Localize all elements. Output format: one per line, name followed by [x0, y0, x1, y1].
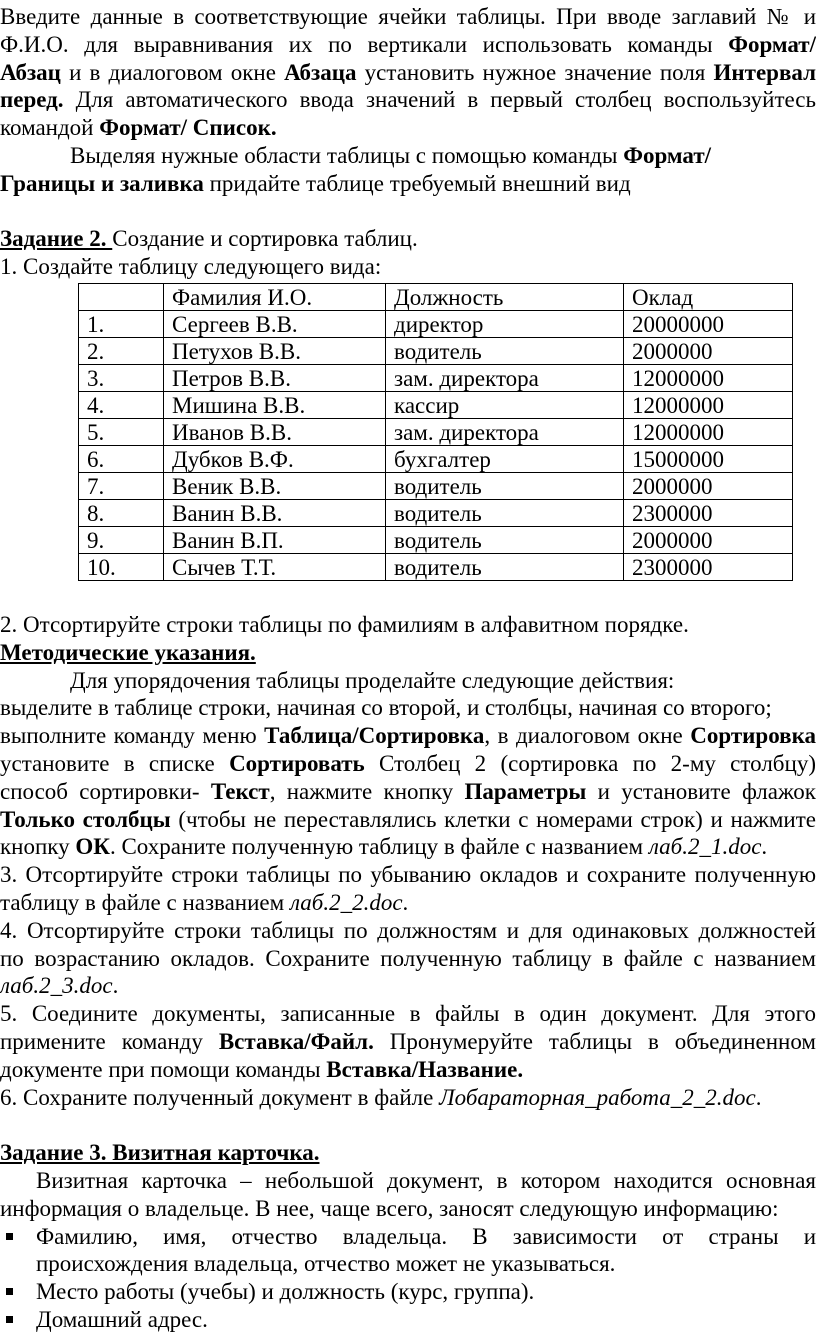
intro-para-2b: Границы и заливка придайте таблице требуемый внешний вид — [0, 170, 631, 196]
list-item-text: Домашний адрес. — [36, 1306, 208, 1332]
table-cell: водитель — [386, 472, 624, 499]
table-cell: 7. — [79, 472, 164, 499]
table-cell: Сергеев В.В. — [164, 310, 386, 337]
table-header-cell: Фамилия И.О. — [164, 283, 386, 310]
table-header-cell: Оклад — [624, 283, 793, 310]
table-cell: 2. — [79, 337, 164, 364]
intro-para-2: Выделяя нужные области таблицы с помощью команды Формат/ — [70, 142, 712, 168]
table-cell: Петров В.В. — [164, 364, 386, 391]
table-cell: зам. директора — [386, 418, 624, 445]
method-line-4: установите в списке Сортировать Столбец 2 (сортировка по 2-му столбцу) — [0, 750, 816, 776]
table-cell: водитель — [386, 526, 624, 553]
task3-para-line-2: информация о владельце. В нее, чаще всего, заносят следующую информацию: — [0, 1195, 779, 1221]
list-item — [0, 1278, 816, 1306]
table-cell: Петухов В.В. — [164, 337, 386, 364]
list-item-text: Место работы (учебы) и должность (курс, группа). — [36, 1279, 535, 1305]
table-cell: 12000000 — [624, 391, 793, 418]
table-row — [79, 337, 793, 364]
table-cell: директор — [386, 310, 624, 337]
step4-line-1: 4. Отсортируйте строки таблицы по должностям и для одинаковых должностей — [0, 917, 816, 943]
intro-line-2: Ф.И.О. для выравнивания их по вертикали использовать команды Формат/ — [0, 31, 816, 57]
table-row — [79, 364, 793, 391]
step4-line-2: по возрастанию окладов. Сохраните полученную таблицу в файле с названием — [0, 945, 816, 971]
table-row — [79, 310, 793, 337]
employee-table — [78, 283, 793, 581]
table-cell: 2300000 — [624, 499, 793, 526]
table-cell: 20000000 — [624, 310, 793, 337]
table-cell: водитель — [386, 499, 624, 526]
table-row — [79, 472, 793, 499]
intro-line-1: Введите данные в соответствующие ячейки таблицы. При вводе заглавий № и — [0, 4, 816, 29]
method-line-7: кнопку ОК. Сохраните полученную таблицу в файле с названием лаб.2_1.doc. — [0, 834, 768, 860]
step5-line-3: документе при помощи команды Вставка/Название. — [0, 1056, 524, 1082]
table-cell: 10. — [79, 553, 164, 580]
table-row — [79, 526, 793, 553]
task2-step2: 2. Отсортируйте строки таблицы по фамилиям в алфавитном порядке. — [0, 611, 689, 637]
method-line-6: Только столбцы (чтобы не переставлялись клетки с номерами строк) и нажмите — [0, 806, 816, 832]
table-row — [79, 391, 793, 418]
method-line-5: способ сортировки- Текст, нажмите кнопку Параметры и установите флажок — [0, 778, 816, 804]
list-item — [0, 1306, 816, 1334]
table-header-row — [79, 283, 793, 310]
bullet-square-icon — [6, 1288, 13, 1295]
task3-heading: Задание 3. Визитная карточка. — [0, 1140, 320, 1166]
table-cell: Дубков В.Ф. — [164, 445, 386, 472]
list-item-text: Фамилию, имя, отчество владельца. В зависимости от страны и — [36, 1223, 816, 1249]
table-cell: 2000000 — [624, 526, 793, 553]
method-line-2: выделите в таблице строки, начиная со второй, и столбцы, начиная со второго; — [0, 695, 772, 721]
table-cell: водитель — [386, 337, 624, 364]
table-row — [79, 418, 793, 445]
table-header-cell — [79, 283, 164, 310]
task2-step1: 1. Создайте таблицу следующего вида: — [0, 254, 382, 280]
intro-line-5: командой Формат/ Список. — [0, 115, 277, 141]
table-cell: 6. — [79, 445, 164, 472]
bullet-square-icon — [6, 1233, 13, 1240]
table-cell: Иванов В.В. — [164, 418, 386, 445]
task2-heading: Задание 2. Создание и сортировка таблиц. — [0, 226, 418, 252]
table-cell: 4. — [79, 391, 164, 418]
step6-line: 6. Сохраните полученный документ в файле Лобараторная_работа_2_2.doc. — [0, 1084, 762, 1110]
table-cell: Ванин В.П. — [164, 526, 386, 553]
table-cell: Ванин В.В. — [164, 499, 386, 526]
method-line-1: Для упорядочения таблицы проделайте следующие действия: — [70, 667, 675, 693]
table-cell: 2000000 — [624, 472, 793, 499]
table-cell: 5. — [79, 418, 164, 445]
table-cell: 8. — [79, 499, 164, 526]
table-cell: Мишина В.В. — [164, 391, 386, 418]
table-cell: 1. — [79, 310, 164, 337]
table-cell: 9. — [79, 526, 164, 553]
table-cell: 12000000 — [624, 364, 793, 391]
list-item — [0, 1223, 816, 1279]
intro-line-3: Абзац и в диалоговом окне Абзаца установить нужное значение поля Интервал — [0, 59, 816, 85]
table-cell: 2000000 — [624, 337, 793, 364]
table-row — [79, 499, 793, 526]
table-cell: Сычев Т.Т. — [164, 553, 386, 580]
info-bullet-list — [0, 1223, 816, 1334]
task3-para-line-1: Визитная карточка – небольшой документ, в котором находится основная — [36, 1167, 816, 1193]
table-header-cell: Должность — [386, 283, 624, 310]
step5-line-2: примените команду Вставка/Файл. Пронумеруйте таблицы в объединенном — [0, 1028, 816, 1054]
table-cell: 12000000 — [624, 418, 793, 445]
step3-line-2: таблицу в файле с названием лаб.2_2.doc. — [0, 889, 409, 915]
table-cell: бухгалтер — [386, 445, 624, 472]
table-row — [79, 553, 793, 580]
table-cell: 3. — [79, 364, 164, 391]
table-cell: 15000000 — [624, 445, 793, 472]
table-cell: 2300000 — [624, 553, 793, 580]
table-cell: Веник В.В. — [164, 472, 386, 499]
step4-line-3: лаб.2_3.doc. — [0, 973, 119, 999]
intro-line-4: перед. Для автоматического ввода значений в первый столбец воспользуйтесь — [0, 87, 816, 113]
document-page — [0, 3, 816, 1334]
bullet-square-icon — [6, 1316, 13, 1323]
table-cell: зам. директора — [386, 364, 624, 391]
method-line-3: выполните команду меню Таблица/Сортировка, в диалоговом окне Сортировка — [0, 723, 816, 749]
table-row — [79, 445, 793, 472]
table-cell: водитель — [386, 553, 624, 580]
list-item-text: происхождения владельца, отчество может не указываться. — [36, 1251, 616, 1277]
table-cell: кассир — [386, 391, 624, 418]
step5-line-1: 5. Соедините документы, записанные в файлы в один документ. Для этого — [0, 1001, 816, 1027]
method-heading: Методические указания. — [0, 639, 256, 665]
step3-line-1: 3. Отсортируйте строки таблицы по убыванию окладов и сохраните полученную — [0, 862, 816, 888]
